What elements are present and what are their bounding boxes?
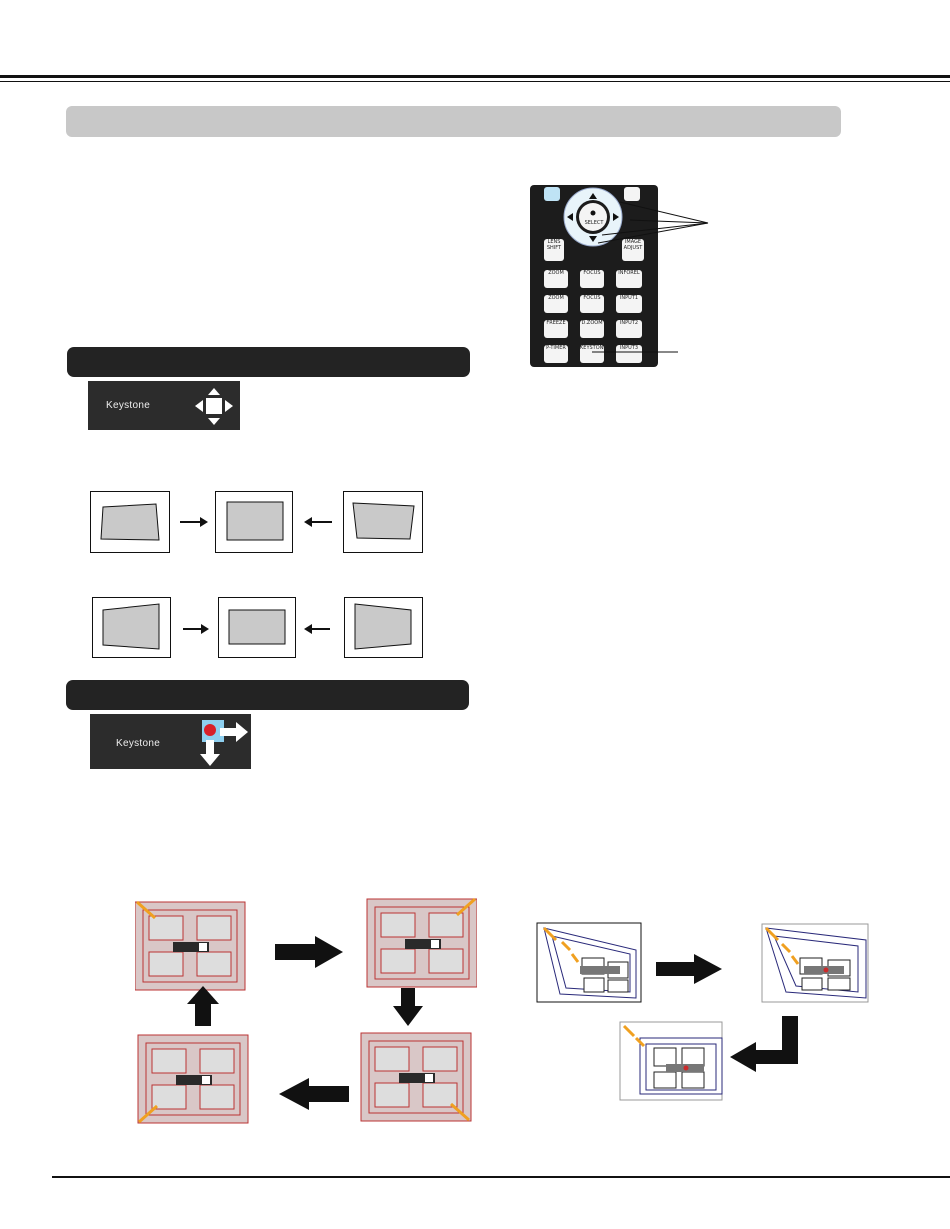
dzoom-key: D.ZOOM — [580, 320, 604, 338]
section-heading-bar-2 — [66, 680, 469, 710]
header-rule-thin — [0, 81, 950, 82]
corner-adjust-diagram — [536, 922, 870, 1102]
arrow-head-icon — [304, 517, 312, 527]
header-rule-thick — [0, 75, 950, 78]
four-way-arrows-icon — [192, 385, 236, 427]
corner-keystone-icon — [200, 716, 250, 768]
keystone-frame-4 — [92, 597, 171, 658]
input1-key: INPUT1 — [616, 295, 642, 313]
keystone-frame-2 — [215, 491, 293, 553]
keystone-osd-label-2: Keystone — [116, 738, 161, 749]
arrow-head-icon — [201, 624, 209, 634]
keystone-frame-3 — [343, 491, 423, 553]
keystone-frame-6 — [344, 597, 423, 658]
inforel-key: INFOREL — [616, 270, 642, 288]
zoom-key-2: ZOOM — [544, 295, 568, 313]
select-key: SELECT — [584, 220, 604, 226]
keystone-osd-2 — [90, 714, 251, 769]
ptimer-key: P-TIMER — [544, 345, 568, 363]
corner-cycle-diagram — [135, 896, 477, 1124]
zoom-key: ZOOM — [544, 270, 568, 288]
focus-key: FOCUS — [580, 270, 604, 288]
freeze-key: FREEZE — [544, 320, 568, 338]
section-heading-bar-1 — [67, 347, 470, 377]
image-adjust-key: IMAGE ADJUST — [622, 239, 644, 261]
footer-rule — [52, 1176, 950, 1178]
keystone-frame-1 — [90, 491, 170, 553]
keystone-key: KEYSTONE — [580, 345, 604, 363]
lens-shift-key: LENS SHIFT — [544, 239, 564, 261]
keystone-frame-5 — [218, 597, 296, 658]
input2-key: INPUT2 — [616, 320, 642, 338]
focus-key-2: FOCUS — [580, 295, 604, 313]
keystone-osd-1 — [88, 381, 240, 430]
keystone-osd-label-1: Keystone — [106, 400, 151, 411]
arrow-head-icon — [200, 517, 208, 527]
input3-key: INPUT3 — [616, 345, 642, 363]
arrow-head-icon — [304, 624, 312, 634]
page-title-bar — [66, 106, 841, 137]
remote-callout-lines — [590, 190, 720, 370]
